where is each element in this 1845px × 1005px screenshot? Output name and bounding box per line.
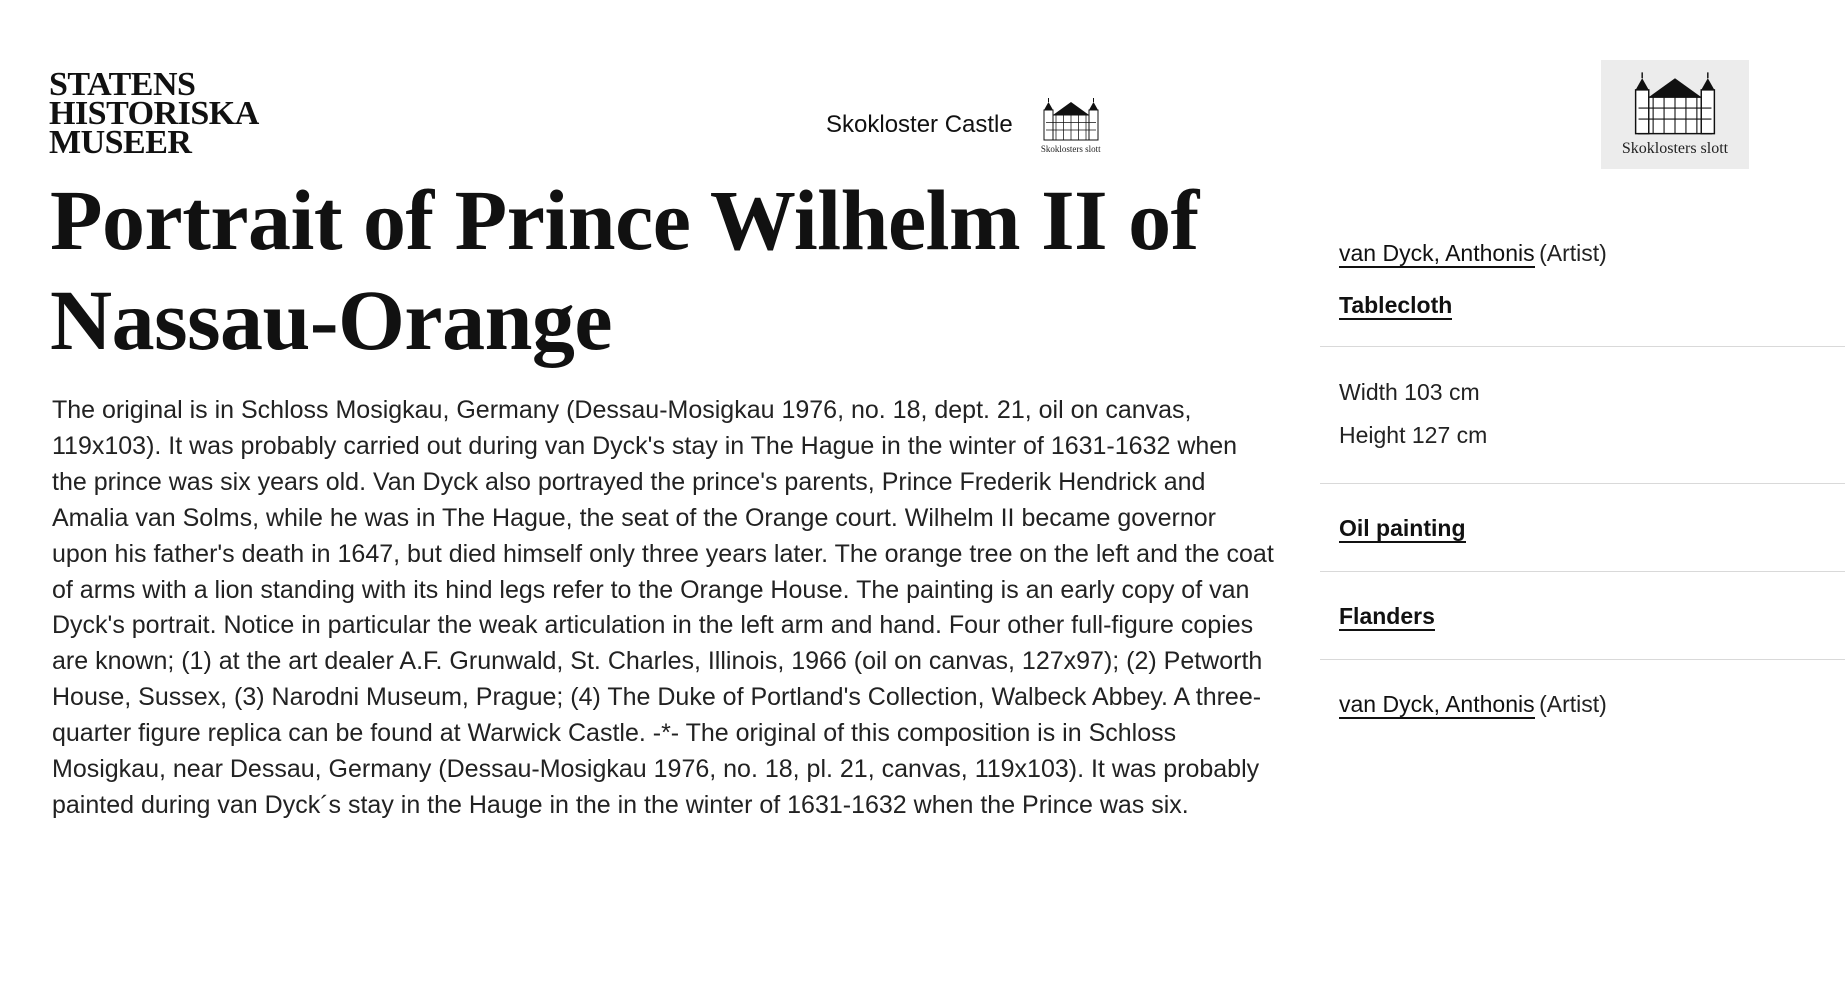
brand-line: MUSEER	[49, 124, 192, 161]
brand-line: HISTORISKA	[49, 95, 259, 132]
castle-logo-box	[1601, 60, 1749, 169]
artist-link[interactable]: van Dyck, Anthonis	[1339, 691, 1535, 717]
object-description: The original is in Schloss Mosigkau, Germany (Dessau-Mosigkau 1976, no. 18, dept. 21, oil on canvas, 119x103). It was probably carried out during van Dyck's stay in The Hague in the winter of 1631-1632 when the prince was six years old. Van Dyck also portrayed the prince's parents, Prince Frederik Hendrick and Amalia van Solms, while he was in The Hague, the seat of the Orange court. Wilhelm II became governor upon his father's death in 1647, but died himself only three years later. The orange tree on the left and the coat of arms with a lion standing with its hind legs refer to the Orange House. The painting is an early copy of van Dyck's portrait. Notice in particular the weak articulation in the left arm and hand. Four other full-figure copies are known; (1) at the art dealer A.F. Grunwald, St. Charles, Illinois, 1966 (oil on canvas, 127x97); (2) Petworth House, Sussex, (3) Narodni Museum, Prague; (4) The Duke of Portland's Collection, Walbeck Abbey. A three-quarter figure replica can be found at Warwick Castle. -*- The original of this composition is in Schloss Mosigkau, near Dessau, Germany (Dessau-Mosigkau 1976, no. 18, pl. 21, canvas, 119x103). It was probably painted during van Dyck´s stay in the Hauge in the in the winter of 1631-1632 when the Prince was six.	[52, 396, 1274, 819]
castle-icon	[1627, 68, 1723, 138]
castle-icon	[1041, 95, 1101, 143]
place-group	[1320, 572, 1845, 659]
metadata-sidebar	[1320, 230, 1845, 719]
artist-row	[1339, 240, 1845, 268]
artist-role: (Artist)	[1539, 691, 1607, 717]
tag-link[interactable]: Tablecloth	[1339, 292, 1453, 318]
venue-link[interactable]: Skokloster Castle	[826, 110, 1013, 138]
height-value: Height 127 cm	[1339, 422, 1488, 448]
artist-role: (Artist)	[1539, 240, 1607, 266]
brand-logo[interactable]	[49, 66, 259, 161]
artist-link[interactable]: van Dyck, Anthonis	[1339, 240, 1535, 266]
dimensions-group	[1320, 347, 1845, 483]
castle-caption: Skoklosters slott	[1040, 144, 1101, 154]
related-artist-group	[1320, 660, 1845, 719]
width-value: Width 103 cm	[1339, 379, 1480, 405]
technique-link[interactable]: Oil painting	[1339, 515, 1466, 541]
venue-link-group	[826, 95, 1101, 154]
place-link[interactable]: Flanders	[1339, 603, 1435, 629]
creator-group	[1320, 230, 1845, 346]
castle-logo-small[interactable]	[1041, 95, 1101, 154]
page-title: Portrait of Prince Wilhelm II of Nassau-Orange	[50, 172, 1199, 368]
tag-row	[1339, 292, 1845, 320]
logo-caption: Skoklosters slott	[1621, 140, 1729, 157]
technique-group	[1320, 484, 1845, 571]
brand-line: STATENS	[49, 66, 196, 103]
